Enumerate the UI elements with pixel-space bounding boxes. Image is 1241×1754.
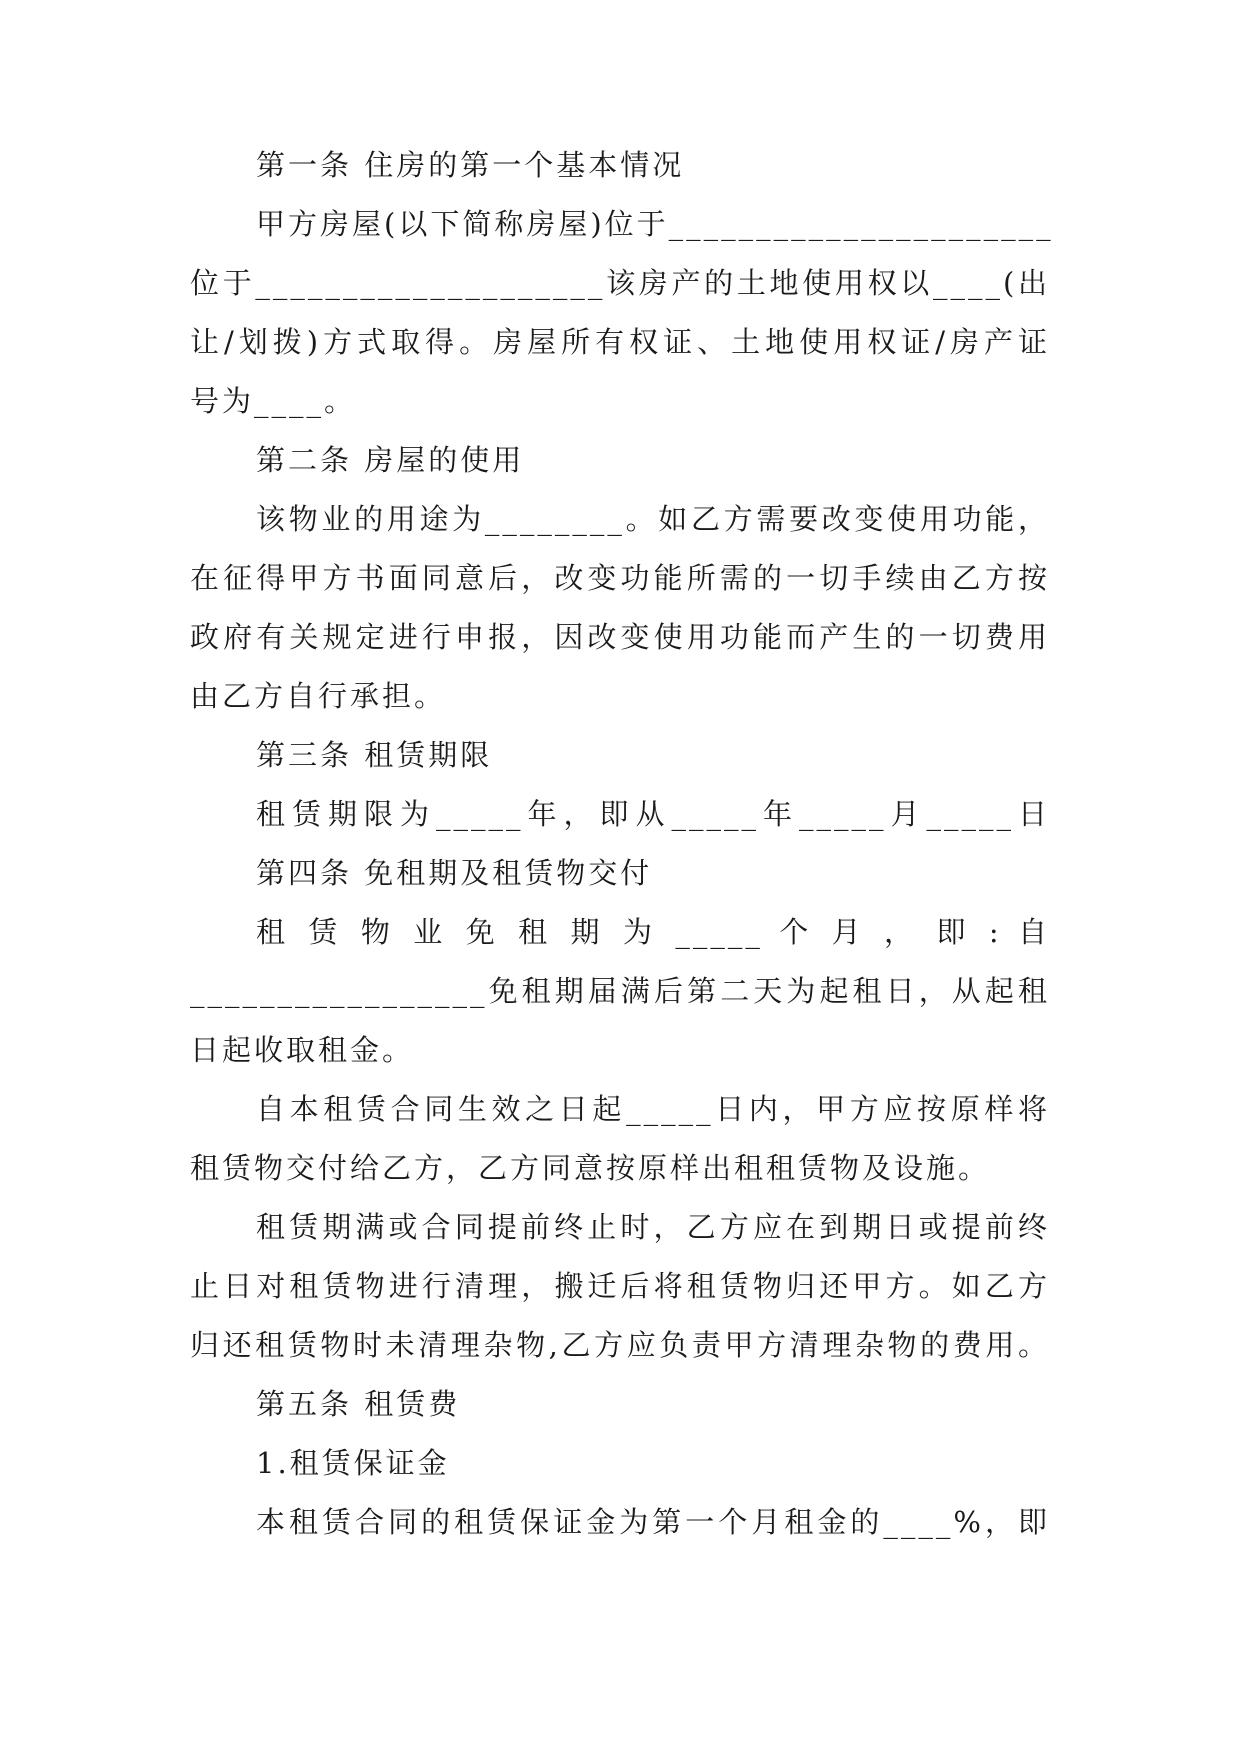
text-line: 由乙方自行承担。: [190, 679, 447, 713]
text-line: 第一条 住房的第一个基本情况: [256, 148, 685, 182]
text-line: 租赁期限为_____年，即从_____年_____月_____日: [256, 797, 1050, 831]
text-line: 第二条 房屋的使用: [256, 443, 525, 477]
text-line: 号为____。: [190, 384, 357, 418]
text-line: 租 赁 物 业 免 租 期 为 _____ 个 月 ， 即 : 自: [256, 915, 1050, 949]
text-line: 政府有关规定进行申报，因改变使用功能而产生的一切费用: [190, 620, 1050, 654]
text-line: _________________免租期届满后第二天为起租日，从起租: [190, 974, 1050, 1008]
text-line: 止日对租赁物进行清理，搬迁后将租赁物归还甲方。如乙方: [190, 1269, 1050, 1303]
text-line: 1.租赁保证金: [256, 1446, 450, 1480]
text-line: 日起收取租金。: [190, 1033, 415, 1067]
text-line: 本租赁合同的租赁保证金为第一个月租金的____%，即: [256, 1505, 1050, 1539]
text-line: 归还租赁物时未清理杂物,乙方应负责甲方清理杂物的费用。: [190, 1328, 1050, 1362]
text-line: 位于____________________该房产的土地使用权以____(出: [190, 266, 1050, 300]
text-line: 租赁期满或合同提前终止时，乙方应在到期日或提前终: [256, 1210, 1050, 1244]
text-line: 第三条 租赁期限: [256, 738, 493, 772]
text-line: 在征得甲方书面同意后，改变功能所需的一切手续由乙方按: [190, 561, 1050, 595]
text-line: 自本租赁合同生效之日起_____日内，甲方应按原样将: [256, 1092, 1050, 1126]
text-line: 第四条 免租期及租赁物交付: [256, 856, 653, 890]
text-line: 该物业的用途为________。如乙方需要改变使用功能，: [256, 502, 1050, 536]
text-line: 第五条 租赁费: [256, 1387, 461, 1421]
text-line: 租赁物交付给乙方，乙方同意按原样出租租赁物及设施。: [190, 1151, 991, 1185]
text-line: 让/划拨)方式取得。房屋所有权证、土地使用权证/房产证: [190, 325, 1050, 359]
text-line: 甲方房屋(以下简称房屋)位于______________________: [256, 207, 1054, 241]
